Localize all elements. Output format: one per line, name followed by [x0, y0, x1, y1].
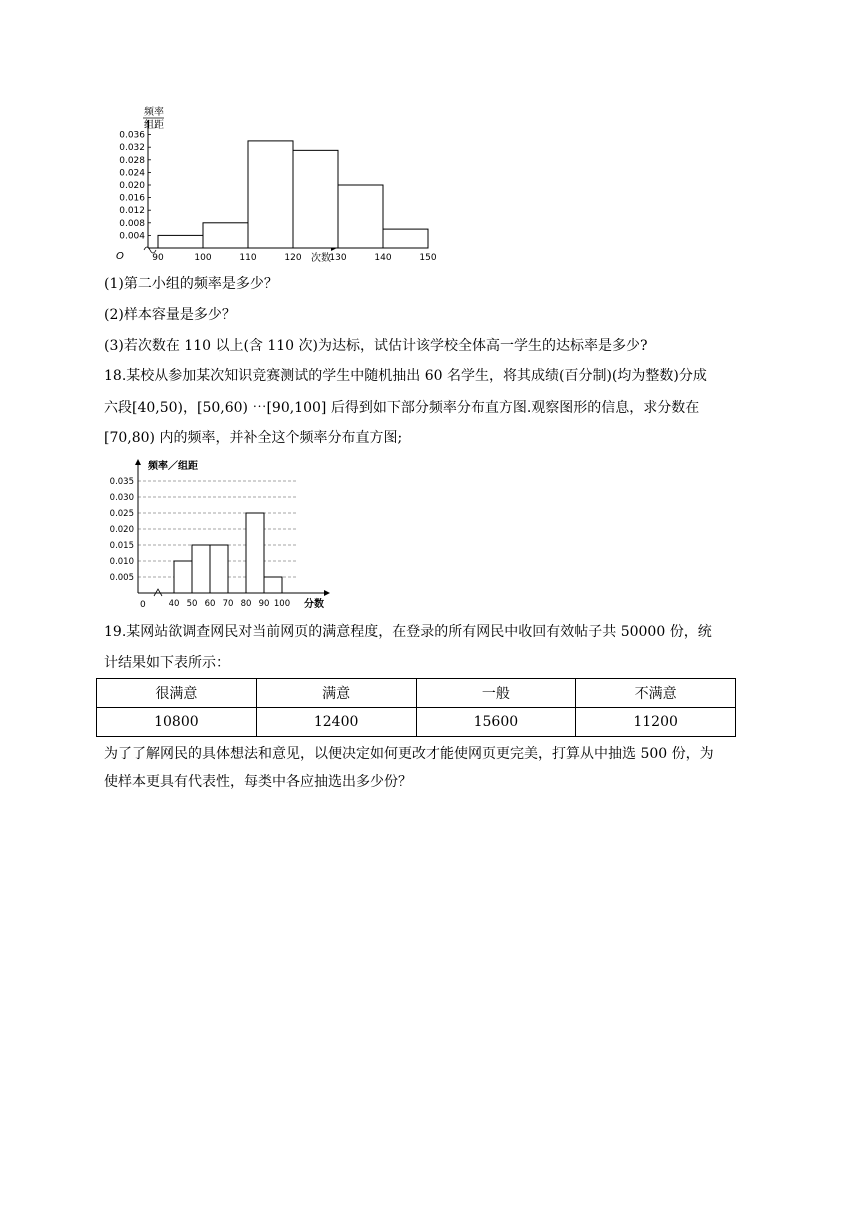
- table-cell: 15600: [416, 708, 576, 737]
- table-header-cell: 一般: [416, 679, 576, 708]
- chart1-y-tick-label: 0.004: [119, 231, 145, 242]
- table-header-cell: 很满意: [97, 679, 257, 708]
- chart1-x-tick-label: 130: [329, 253, 347, 263]
- chart1-bar: [293, 150, 338, 248]
- chart1-y-tick-label: 0.012: [119, 206, 145, 217]
- chart2-y-tick-label: 0.035: [109, 477, 134, 487]
- chart1-x-tick-label: 90: [152, 253, 164, 263]
- chart2-x-tick-label: 40: [168, 599, 180, 609]
- table-header-row: [97, 679, 736, 708]
- chart2-x-tick-label: 80: [240, 599, 252, 609]
- chart2-y-arrow: [135, 459, 141, 465]
- chart2-bar: [246, 513, 264, 593]
- chart2-bar: [210, 545, 228, 593]
- chart2-y-tick-label: 0.020: [109, 525, 134, 535]
- chart1-y-tick-label: 0.032: [119, 143, 145, 154]
- chart1-ylabel-bottom: 组距: [144, 120, 164, 131]
- problem-19-line-4: 使样本更具有代表性，每类中各应抽选出多少份？: [104, 774, 412, 790]
- question-3: (3)若次数在 110 以上(含 110 次)为达标，试估计该学校全体高一学生的达标率是多少?: [104, 338, 648, 354]
- chart1-y-tick-label: 0.008: [119, 218, 145, 229]
- chart2-y-tick-label: 0.010: [109, 557, 134, 567]
- chart2-x-tick-label: 100: [273, 599, 291, 609]
- chart2-x-tick-label: 70: [222, 599, 234, 609]
- chart1-ylabel-top: 频率: [144, 107, 164, 118]
- problem-18-line-1: 18.某校从参加某次知识竞赛测试的学生中随机抽出 60 名学生，将其成绩(百分制)(均为整数)分成: [104, 368, 707, 384]
- chart1-y-tick-label: 0.016: [119, 193, 145, 204]
- table-header-cell: 不满意: [576, 679, 736, 708]
- table-cell: 11200: [576, 708, 736, 737]
- chart1-y-tick-label: 0.028: [119, 155, 145, 166]
- chart2-x-tick-label: 50: [186, 599, 198, 609]
- problem-18-line-2: 六段[40,50)，[50,60) ⋯[90,100] 后得到如下部分频率分布直方图.观察图形的信息，求分数在: [104, 400, 700, 416]
- chart2-xlabel: 分数: [304, 599, 324, 610]
- chart1-bar: [248, 141, 293, 248]
- chart2-x-arrow: [324, 590, 330, 596]
- chart1-bar: [338, 185, 383, 248]
- question-1: (1)第二小组的频率是多少？: [104, 276, 278, 292]
- chart2-y-tick-label: 0.025: [109, 509, 134, 519]
- table-header-cell: 满意: [256, 679, 416, 708]
- chart1-x-tick-label: 110: [239, 253, 257, 263]
- chart1-origin: O: [116, 251, 124, 262]
- histogram-chart-1: [96, 96, 437, 266]
- chart1-bar: [158, 235, 203, 248]
- chart2-bar: [192, 545, 210, 593]
- chart2-y-tick-label: 0.015: [109, 541, 134, 551]
- chart2-bar: [174, 561, 192, 593]
- chart1-bar: [383, 229, 428, 248]
- chart1-bar: [203, 223, 248, 248]
- chart2-x-tick-label: 90: [258, 599, 270, 609]
- problem-19-line-1: 19.某网站欲调查网民对当前网页的满意程度，在登录的所有网民中收回有效帖子共 50000 份，统: [104, 624, 712, 640]
- chart1-x-tick-label: 100: [194, 253, 212, 263]
- chart1-x-tick-label: 140: [374, 253, 392, 263]
- chart1-y-tick-label: 0.036: [119, 130, 145, 141]
- chart2-bar: [264, 577, 282, 593]
- chart2-x-tick-label: 60: [204, 599, 216, 609]
- histogram-chart-2: [96, 455, 336, 615]
- question-2: (2)样本容量是多少？: [104, 307, 236, 323]
- table-row: [97, 708, 736, 737]
- chart2-ylabel: 频率／组距: [148, 461, 198, 472]
- chart1-xlabel: 次数: [311, 253, 331, 264]
- table-cell: 10800: [97, 708, 257, 737]
- problem-19-line-2: 计结果如下表所示：: [104, 655, 230, 671]
- table-cell: 12400: [256, 708, 416, 737]
- chart1-x-tick-label: 150: [419, 253, 437, 263]
- chart1-y-tick-label: 0.024: [119, 168, 145, 179]
- chart1-y-tick-label: 0.020: [119, 181, 145, 191]
- chart2-y-tick-label: 0.030: [109, 493, 134, 503]
- chart2-y-tick-label: 0.005: [109, 573, 134, 583]
- chart2-origin: 0: [140, 600, 146, 610]
- survey-table: [96, 678, 736, 737]
- chart1-x-tick-label: 120: [284, 253, 302, 263]
- problem-18-line-3: [70,80) 内的频率，并补全这个频率分布直方图;: [104, 430, 403, 446]
- problem-19-line-3: 为了了解网民的具体想法和意见，以便决定如何更改才能使网页更完美，打算从中抽选 500 份，为: [104, 746, 714, 762]
